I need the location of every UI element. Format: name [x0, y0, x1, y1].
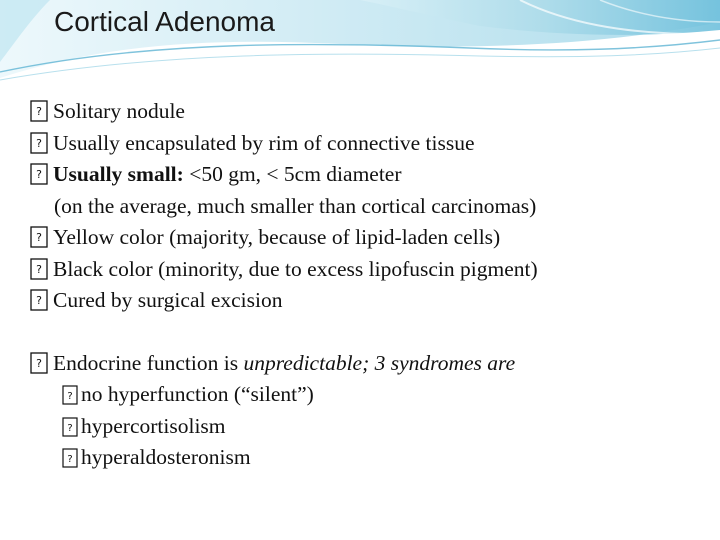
svg-text:?: ? [36, 168, 42, 181]
bullet-text: Black color (minority, due to excess lipofuscin pigment) [53, 256, 538, 281]
replacement-box-icon [30, 226, 48, 248]
replacement-box-icon [30, 352, 48, 374]
replacement-box-icon [62, 417, 78, 437]
bullet-text: Solitary nodule [53, 99, 185, 123]
replacement-box-icon [62, 448, 78, 468]
endocrine-italic: unpredictable; 3 syndromes are [243, 350, 516, 375]
svg-text:?: ? [67, 391, 73, 402]
replacement-box-icon [30, 132, 48, 154]
bullet-bold-text: Usually small: [53, 162, 184, 186]
sub-item-text: hyperaldosteronism [81, 445, 251, 469]
svg-text:?: ? [36, 356, 42, 370]
sub-list-item [30, 442, 700, 474]
replacement-box-icon [62, 385, 78, 405]
svg-text:?: ? [67, 422, 73, 434]
replacement-box-icon [30, 258, 48, 280]
svg-text:?: ? [36, 136, 42, 150]
page-title: Cortical Adenoma [54, 6, 276, 37]
list-item [30, 348, 700, 380]
replacement-box-icon [30, 163, 48, 185]
bullet-text: Usually encapsulated by rim of connective tissue [53, 130, 475, 155]
bullet-text: Yellow color (majority, because of lipid-laden cells) [53, 225, 501, 249]
sub-list-item [30, 411, 700, 443]
svg-text:?: ? [36, 262, 42, 276]
endocrine-prefix: Endocrine function is [53, 350, 244, 375]
spacer [30, 317, 700, 348]
replacement-box-icon [30, 289, 48, 311]
svg-text:?: ? [36, 294, 42, 307]
list-item [30, 96, 700, 128]
bullet-list [30, 96, 700, 474]
list-item [30, 285, 700, 317]
sub-list-item [30, 379, 700, 411]
list-item [30, 254, 700, 286]
svg-text:?: ? [67, 454, 73, 465]
svg-text:?: ? [36, 105, 42, 118]
sub-item-text: no hyperfunction (“silent”) [81, 382, 314, 406]
sub-item-text: hypercortisolism [81, 413, 226, 438]
list-item [30, 159, 700, 191]
list-item [30, 222, 700, 254]
list-item [30, 128, 700, 160]
list-item-continuation: (on the average, much smaller than cortical carcinomas) [54, 193, 537, 218]
replacement-box-icon [30, 100, 48, 122]
svg-text:?: ? [36, 231, 42, 244]
bullet-text: Cured by surgical excision [53, 288, 283, 312]
bullet-text: <50 gm, < 5cm diameter [183, 162, 402, 186]
